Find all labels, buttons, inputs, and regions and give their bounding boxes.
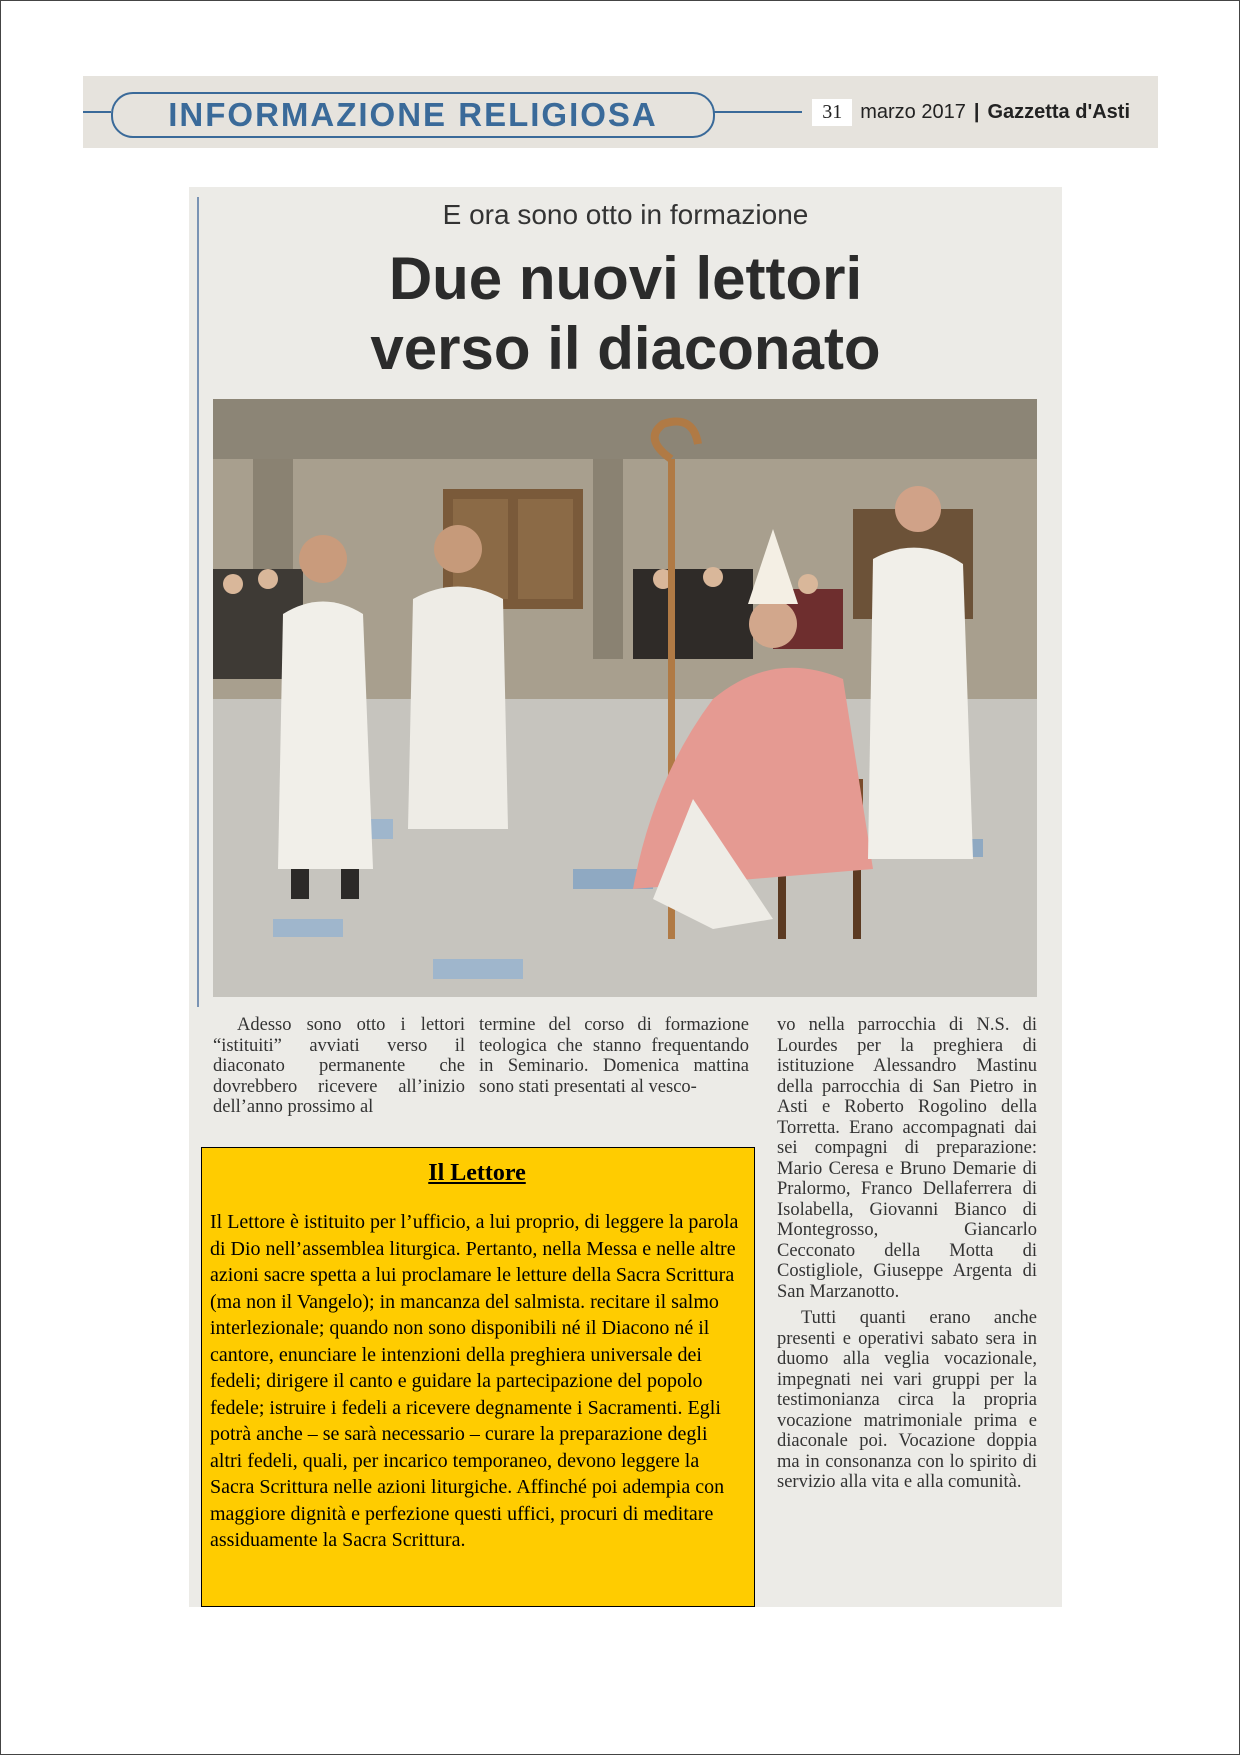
lettore-body: Il Lettore è istituito per l’ufficio, a lui proprio, di leggere la parola di Dio nell’assemblea liturgica. Pertanto, nella Messa e nelle altre azioni sacre spetta a lui proclamare le letture della Sacra Scrittura (ma non il Vangelo); in mancanza del salmista. recitare il salmo interlezionale; quando non sono disponibili né il Diacono né il cantore, enunciare le intenzioni della preghiera universale dei fedeli; dirigere il canto e guidare la partecipazione del popolo fedele; istruire i fedeli a ricevere degnamente i Sacramenti. Egli potrà anche – se sarà necessario – curare la preparazione degli altri fedeli, quali, per incarico temporaneo, devono leggere la Sacra Scrittura nelle azioni liturgiche. Affinché poi adempia con maggiore dignità e perfezione questi uffici, procuri di meditare assiduamente la Sacra Scrittura. [210, 1211, 739, 1551]
article-column-3-paragraph-2: Tutti quanti erano anche presenti e operativi sabato sera in duomo alla veglia vocazionale, impegnati nei vari gruppi per la testimonianza circa la propria vocazione matrimoniale prima e diaconale poi. Vocazione doppia ma in consonanza con lo spirito di servizio alla vita e alla comunità. [777, 1308, 1037, 1492]
article-photo [213, 399, 1037, 997]
article-column-3-paragraph-1: vo nella parrocchia di N.S. di Lourdes per la preghiera di istituzione Alessandro Mastinu della parrocchia di San Pietro in Asti e Roberto Rogolino della Torretta. Erano accompagnati dai sei compagni di preparazione: Mario Ceresa e Bruno Demarie di Pralormo, Franco Dellaferrera di Isolabella, Giovanni Bianco di Montegrosso, Giancarlo Cecconato della Motta di Costigliole, Giuseppe Argenta di San Marzanotto. [777, 1015, 1037, 1302]
headline-line-1: Due nuovi lettori [388, 245, 863, 312]
article-column-1 [213, 1015, 465, 1124]
lettore-info-box [201, 1147, 755, 1607]
article-kicker: E ora sono otto in formazione [442, 199, 809, 230]
issue-info [802, 96, 1130, 128]
article-column-1-text: Adesso sono otto i lettori “istituiti” avviati verso il diaconato permanente che dovrebbero ricevere all’inizio dell’anno prossimo al [213, 1015, 465, 1117]
lettore-title: Il Lettore [428, 1160, 526, 1186]
issue-day: 31 [812, 99, 852, 126]
ceremony-photo [213, 399, 1037, 997]
header-rule-left [83, 111, 111, 113]
issue-separator: | [973, 100, 980, 123]
section-header [83, 76, 1158, 148]
issue-month-year: marzo 2017 [860, 100, 966, 123]
headline-line-2: verso il diaconato [370, 315, 881, 382]
section-title: INFORMAZIONE RELIGIOSA [111, 92, 715, 138]
newspaper-name: Gazzetta d'Asti [987, 100, 1130, 123]
article-column-2-text: termine del corso di formazione teologica che stanno frequentando in Seminario. Domenica mattina sono stati presentati al vesco- [479, 1015, 749, 1097]
article-column-3 [777, 1015, 1037, 1499]
article-column-2 [479, 1015, 749, 1103]
